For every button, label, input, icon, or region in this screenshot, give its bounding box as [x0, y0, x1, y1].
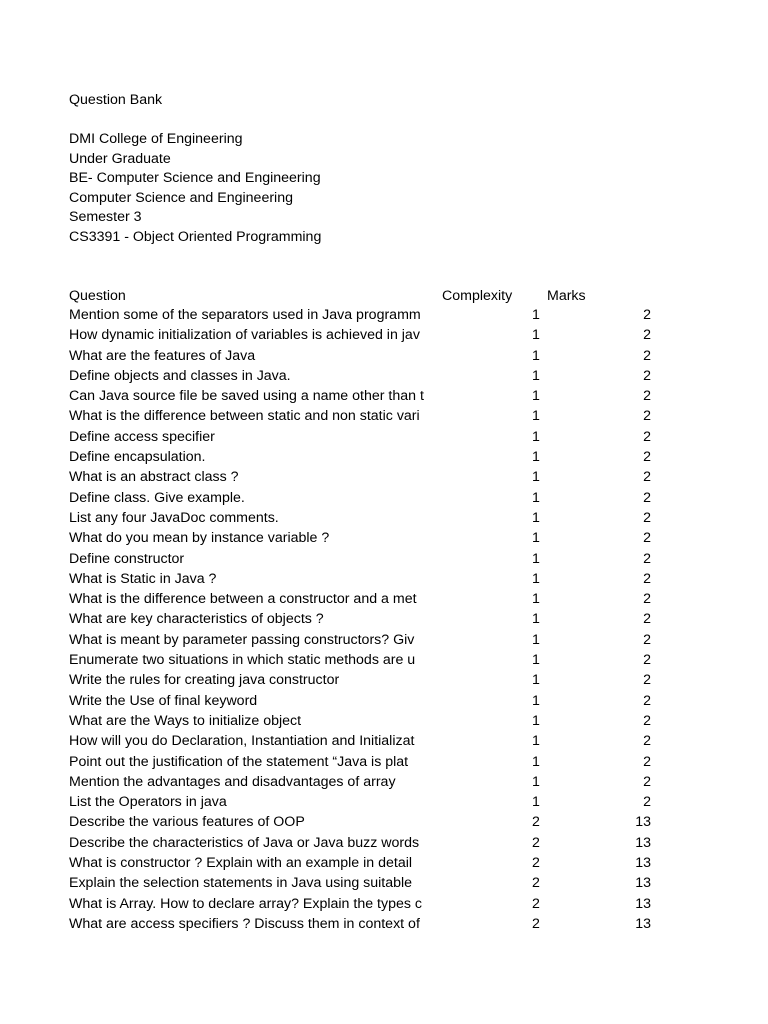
table-row [0, 651, 768, 671]
question-cell: Explain the selection statements in Java using suitable [69, 875, 413, 892]
question-cell: Write the rules for creating java constructor [69, 672, 340, 689]
complexity-cell: 1 [532, 307, 540, 323]
table-row [0, 590, 768, 610]
question-cell: List any four JavaDoc comments. [69, 509, 279, 526]
question-cell: Define class. Give example. [69, 489, 245, 506]
marks-cell: 2 [643, 428, 651, 445]
question-cell: Can Java source file be saved using a name other than t [69, 388, 424, 405]
table-row [0, 732, 768, 752]
complexity-cell: 1 [532, 509, 540, 526]
table-row [0, 813, 768, 833]
question-cell: How dynamic initialization of variables is achieved in jav [69, 327, 420, 344]
question-cell: Describe the characteristics of Java or Java buzz words [69, 834, 420, 851]
question-cell: Describe the various features of OOP [69, 814, 305, 831]
table-row [0, 793, 768, 813]
table-row [0, 367, 768, 387]
marks-cell: 2 [643, 489, 651, 506]
complexity-cell: 1 [532, 469, 540, 486]
question-cell: Write the Use of final keyword [69, 692, 258, 709]
complexity-cell: 1 [532, 631, 540, 648]
marks-cell: 2 [643, 591, 651, 608]
question-cell: What are the Ways to initialize object [69, 712, 302, 729]
complexity-cell: 1 [532, 611, 540, 628]
table-row [0, 854, 768, 874]
table-row [0, 631, 768, 651]
table-row [0, 550, 768, 570]
marks-cell: 2 [643, 530, 651, 547]
question-cell: What is an abstract class ? [69, 469, 239, 486]
marks-cell: 2 [643, 388, 651, 405]
complexity-cell: 1 [532, 530, 540, 547]
complexity-cell: 1 [532, 367, 540, 384]
question-cell: Point out the justification of the statement “Java is plat [69, 753, 409, 770]
table-row [0, 692, 768, 712]
complexity-cell: 2 [532, 855, 540, 872]
question-cell: What is Array. How to declare array? Explain the types c [69, 895, 422, 912]
complexity-cell: 1 [532, 570, 540, 587]
course-title: CS3391 - Object Oriented Programming [69, 229, 322, 245]
marks-cell: 2 [643, 327, 651, 344]
question-cell: Define encapsulation. [69, 449, 206, 466]
table-row [0, 895, 768, 915]
table-row [0, 915, 768, 935]
marks-cell: 2 [643, 449, 651, 466]
marks-cell: 2 [643, 408, 651, 425]
table-row [0, 712, 768, 732]
complexity-cell: 1 [532, 550, 540, 567]
table-row [0, 570, 768, 590]
complexity-cell: 1 [532, 591, 540, 608]
marks-cell: 2 [643, 753, 651, 770]
table-row [0, 347, 768, 367]
question-table [0, 306, 768, 935]
complexity-cell: 2 [532, 875, 540, 892]
table-row [0, 387, 768, 407]
marks-cell: 2 [643, 794, 651, 811]
marks-cell: 2 [643, 692, 651, 709]
complexity-cell: 1 [532, 753, 540, 770]
complexity-cell: 1 [532, 733, 540, 750]
question-cell: Define constructor [69, 550, 185, 567]
table-row [0, 468, 768, 488]
semester: Semester 3 [69, 209, 142, 225]
table-row [0, 306, 768, 326]
complexity-column-header: Complexity [442, 288, 513, 304]
question-cell: How will you do Declaration, Instantiation and Initializat [69, 733, 415, 750]
marks-cell: 2 [643, 652, 651, 669]
complexity-cell: 1 [532, 428, 540, 445]
complexity-cell: 1 [532, 773, 540, 790]
document-title: Question Bank [69, 92, 163, 108]
question-cell: What is constructor ? Explain with an example in detail [69, 855, 413, 872]
marks-cell: 2 [643, 712, 651, 729]
question-cell: What is the difference between a constructor and a met [69, 591, 417, 608]
table-row [0, 529, 768, 549]
question-cell: Define access specifier [69, 428, 215, 445]
table-row [0, 326, 768, 346]
complexity-cell: 2 [532, 915, 540, 932]
complexity-cell: 1 [532, 652, 540, 669]
question-cell: What do you mean by instance variable ? [69, 530, 330, 547]
marks-cell: 2 [643, 611, 651, 628]
question-cell: What is Static in Java ? [69, 570, 217, 587]
complexity-cell: 1 [532, 794, 540, 811]
question-cell: What is the difference between static and non static vari [69, 408, 420, 425]
complexity-cell: 1 [532, 692, 540, 709]
question-cell: Mention some of the separators used in Java programm [69, 307, 421, 323]
table-row [0, 448, 768, 468]
question-cell: Define objects and classes in Java. [69, 367, 291, 384]
program-level: Under Graduate [69, 151, 171, 167]
table-row [0, 407, 768, 427]
marks-cell: 13 [635, 814, 651, 831]
marks-cell: 2 [643, 631, 651, 648]
table-row [0, 671, 768, 691]
marks-cell: 2 [643, 773, 651, 790]
complexity-cell: 2 [532, 895, 540, 912]
question-cell: Mention the advantages and disadvantages of array [69, 773, 396, 790]
complexity-cell: 1 [532, 388, 540, 405]
complexity-cell: 1 [532, 408, 540, 425]
complexity-cell: 1 [532, 712, 540, 729]
marks-cell: 2 [643, 550, 651, 567]
marks-cell: 13 [635, 895, 651, 912]
complexity-cell: 1 [532, 347, 540, 364]
table-row [0, 753, 768, 773]
college-name: DMI College of Engineering [69, 131, 243, 147]
question-cell: What is meant by parameter passing constructors? Giv [69, 631, 415, 648]
marks-cell: 13 [635, 875, 651, 892]
question-cell: What are key characteristics of objects ? [69, 611, 324, 628]
complexity-cell: 2 [532, 814, 540, 831]
table-row [0, 489, 768, 509]
complexity-cell: 1 [532, 327, 540, 344]
question-cell: Enumerate two situations in which static methods are u [69, 652, 416, 669]
complexity-cell: 1 [532, 672, 540, 689]
table-row [0, 773, 768, 793]
table-row [0, 874, 768, 894]
complexity-cell: 1 [532, 489, 540, 506]
marks-cell: 2 [643, 347, 651, 364]
degree-name: BE- Computer Science and Engineering [69, 170, 321, 186]
question-cell: What are the features of Java [69, 347, 256, 364]
marks-cell: 13 [635, 855, 651, 872]
question-cell: What are access specifiers ? Discuss them in context of [69, 915, 420, 932]
complexity-cell: 1 [532, 449, 540, 466]
marks-cell: 2 [643, 570, 651, 587]
complexity-cell: 2 [532, 834, 540, 851]
marks-cell: 2 [643, 509, 651, 526]
marks-cell: 2 [643, 307, 651, 323]
marks-cell: 13 [635, 915, 651, 932]
marks-cell: 2 [643, 672, 651, 689]
marks-cell: 13 [635, 834, 651, 851]
marks-cell: 2 [643, 367, 651, 384]
table-header [0, 287, 768, 305]
marks-column-header: Marks [547, 288, 586, 304]
table-row [0, 610, 768, 630]
marks-cell: 2 [643, 469, 651, 486]
department-name: Computer Science and Engineering [69, 190, 293, 206]
table-row [0, 834, 768, 854]
table-row [0, 509, 768, 529]
marks-cell: 2 [643, 733, 651, 750]
question-column-header: Question [69, 288, 126, 304]
question-cell: List the Operators in java [69, 794, 227, 811]
table-row [0, 428, 768, 448]
